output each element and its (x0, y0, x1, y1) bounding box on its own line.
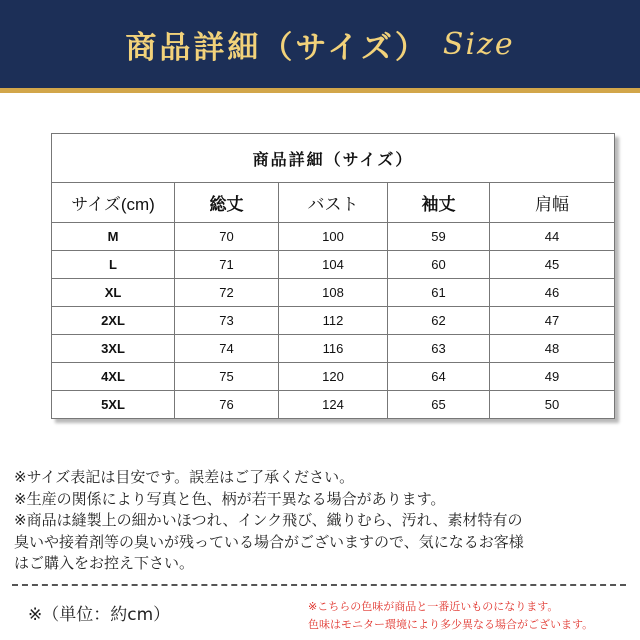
shoulder-cell: 49 (490, 363, 615, 391)
sleeve-cell: 64 (388, 363, 490, 391)
banner-script-title: Size (442, 26, 515, 62)
table-row (52, 223, 615, 251)
size-table (51, 133, 615, 419)
bust-cell: 124 (279, 391, 388, 419)
length-cell: 76 (175, 391, 279, 419)
size-cell: L (52, 251, 175, 279)
size-cell: 4XL (52, 363, 175, 391)
banner-title: 商品詳細（サイズ） (125, 29, 429, 66)
dashed-divider (12, 584, 626, 586)
table-caption-row (52, 134, 615, 183)
length-cell: 70 (175, 223, 279, 251)
header-banner (0, 0, 640, 93)
header-size: サイズ(cm) (52, 183, 175, 223)
bust-cell: 116 (279, 335, 388, 363)
table-row (52, 391, 615, 419)
size-cell: XL (52, 279, 175, 307)
sleeve-cell: 59 (388, 223, 490, 251)
header-shoulder: 肩幅 (490, 183, 615, 223)
length-cell: 72 (175, 279, 279, 307)
bust-cell: 120 (279, 363, 388, 391)
disclaimer-line: ※こちらの色味が商品と一番近いものになります。 (308, 600, 559, 613)
table-header-row (52, 183, 615, 223)
size-cell: 5XL (52, 391, 175, 419)
shoulder-cell: 50 (490, 391, 615, 419)
table-row (52, 363, 615, 391)
length-cell: 73 (175, 307, 279, 335)
length-cell: 71 (175, 251, 279, 279)
sleeve-cell: 62 (388, 307, 490, 335)
bust-cell: 112 (279, 307, 388, 335)
note-line: ※サイズ表記は目安です。誤差はご了承ください。 (14, 468, 355, 486)
sleeve-cell: 60 (388, 251, 490, 279)
sleeve-cell: 63 (388, 335, 490, 363)
table-row (52, 307, 615, 335)
size-cell: 2XL (52, 307, 175, 335)
unit-note: ※（単位：約cm） (28, 605, 171, 625)
bust-cell: 104 (279, 251, 388, 279)
header-length: 総丈 (175, 183, 279, 223)
length-cell: 74 (175, 335, 279, 363)
bust-cell: 108 (279, 279, 388, 307)
size-cell: 3XL (52, 335, 175, 363)
header-bust: バスト (279, 183, 388, 223)
shoulder-cell: 48 (490, 335, 615, 363)
size-cell: M (52, 223, 175, 251)
shoulder-cell: 45 (490, 251, 615, 279)
disclaimer-line: 色味はモニター環境により多少異なる場合がございます。 (308, 618, 594, 631)
note-line: はご購入をお控え下さい。 (14, 554, 195, 572)
color-disclaimer (308, 598, 638, 634)
table-row (52, 335, 615, 363)
notes-block (14, 467, 634, 575)
note-line: 臭いや接着剤等の臭いが残っている場合がございますので、気になるお客様 (14, 532, 524, 551)
shoulder-cell: 47 (490, 307, 615, 335)
table-row (52, 279, 615, 307)
bust-cell: 100 (279, 223, 388, 251)
sleeve-cell: 61 (388, 279, 490, 307)
note-line: ※商品は縫製上の細かいほつれ、インク飛び、織りむら、汚れ、素材特有の (14, 511, 523, 529)
header-sleeve: 袖丈 (388, 183, 490, 223)
table-caption: 商品詳細（サイズ） (52, 134, 615, 183)
length-cell: 75 (175, 363, 279, 391)
shoulder-cell: 44 (490, 223, 615, 251)
shoulder-cell: 46 (490, 279, 615, 307)
note-line: ※生産の関係により写真と色、柄が若干異なる場合があります。 (14, 489, 446, 508)
table-row (52, 251, 615, 279)
sleeve-cell: 65 (388, 391, 490, 419)
